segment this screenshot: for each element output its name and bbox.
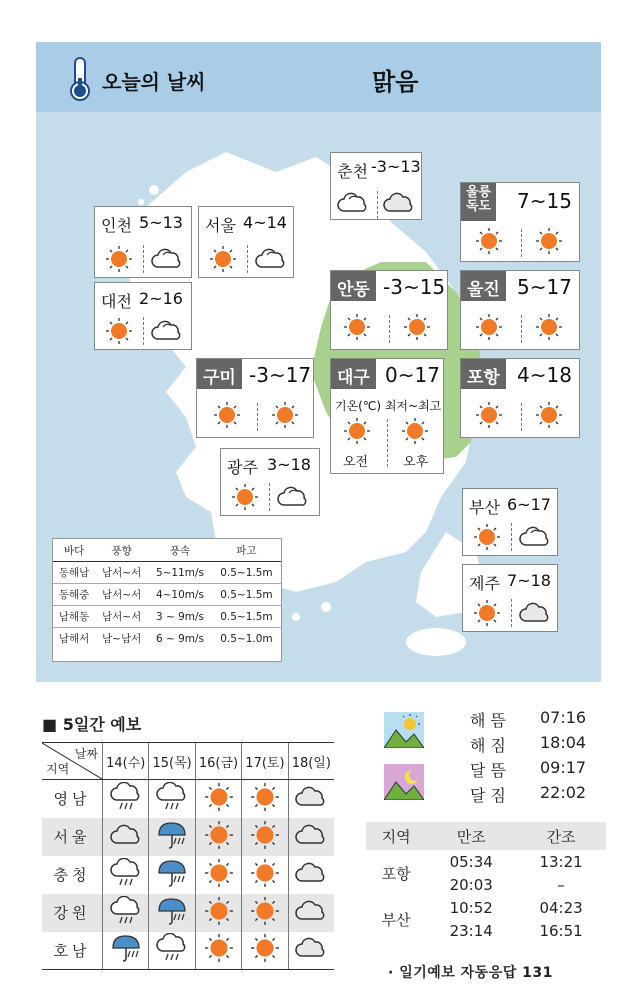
region-label: 충청 — [53, 866, 91, 884]
sun-icon — [250, 933, 280, 967]
sea-header: 풍속 — [148, 539, 212, 562]
separator — [511, 523, 512, 551]
city-temp: 5~13 — [139, 213, 183, 232]
tide-low: 13:21 — [539, 852, 583, 871]
sea-cell: 남해동 — [53, 606, 95, 628]
am-label: 오전 — [343, 455, 369, 470]
cloud-shower-icon — [155, 857, 189, 893]
forecast-cell — [149, 932, 195, 970]
city-name: 대전 — [101, 292, 132, 311]
sun-icon — [204, 933, 234, 967]
city-tag: 안동 — [331, 271, 376, 301]
sun-icon — [250, 782, 280, 816]
forecast-cell — [242, 932, 288, 970]
city-name: 서울 — [205, 216, 236, 235]
sun-icon — [475, 401, 503, 429]
forecast-cell — [195, 894, 241, 932]
temp-legend: 기온(℃) 최저~최고 — [335, 399, 442, 413]
forecast-cell — [288, 932, 334, 970]
cloud-rain-icon — [110, 858, 142, 892]
table-row — [53, 562, 281, 584]
forecast-cell — [288, 856, 334, 894]
table-row — [53, 584, 281, 606]
city-card-gwangju — [220, 448, 320, 516]
day-header: 15(목) — [149, 743, 195, 780]
city-tag: 대구 — [331, 359, 376, 389]
separator — [521, 315, 522, 343]
city-tag: 울진 — [461, 271, 506, 301]
sea-cell: 남서~서 — [95, 584, 148, 606]
cloud-rain-icon — [110, 782, 142, 816]
forecast-cell — [149, 894, 195, 932]
city-card-gumi — [196, 358, 314, 438]
tide-low: 04:23 — [539, 898, 583, 917]
moonset-label: 달 짐 — [470, 786, 506, 805]
sun-icon — [250, 858, 280, 892]
city-card-ulleung — [460, 182, 580, 262]
city-temp: -3~13 — [371, 157, 421, 176]
sea-header: 풍향 — [95, 539, 148, 562]
city-card-andong — [330, 270, 448, 350]
sea-header: 파고 — [212, 539, 281, 562]
sun-icon — [204, 858, 234, 892]
cloud-shower-icon — [155, 819, 189, 855]
separator — [521, 403, 522, 431]
cloud-rain-icon — [156, 933, 188, 967]
forecast-cell — [242, 780, 288, 818]
separator — [143, 317, 144, 345]
corner-bottom-label: 지역 — [46, 762, 70, 776]
forecast-cell — [149, 780, 195, 818]
forecast-cell — [242, 856, 288, 894]
tide-region: 부산 — [381, 910, 411, 929]
separator — [143, 245, 144, 273]
cloud-icon — [110, 823, 142, 851]
sun-icon — [401, 417, 429, 445]
today-weather-panel — [36, 42, 601, 682]
city-tag — [461, 183, 496, 221]
forecast-header-row — [42, 743, 334, 780]
cloud-icon — [295, 861, 327, 889]
tide-high: 10:52 — [449, 898, 493, 917]
sea-cell: 6 ~ 9m/s — [155, 632, 205, 645]
sea-cell: 남서~서 — [95, 562, 148, 584]
cloud-rain-icon — [156, 782, 188, 816]
city-tag-line: 울릉 — [466, 185, 492, 200]
sun-icon — [271, 401, 299, 429]
day-header: 18(일) — [288, 743, 334, 780]
forecast-title: ■ 5일간 예보 — [42, 715, 142, 734]
forecast-cell — [103, 818, 149, 856]
cloud-partly-icon — [255, 247, 287, 271]
cloud-shower-icon — [155, 895, 189, 931]
sun-icon — [250, 896, 280, 930]
forecast-row — [42, 894, 334, 932]
sun-icon — [475, 227, 503, 255]
forecast-row — [42, 856, 334, 894]
forecast-cell — [103, 894, 149, 932]
pm-label: 오후 — [403, 455, 429, 470]
city-card-incheon — [94, 206, 192, 278]
sun-icon — [403, 313, 431, 341]
cloud-icon — [295, 785, 327, 813]
day-header: 17(토) — [242, 743, 288, 780]
city-card-uljin — [460, 270, 580, 350]
sun-icon — [473, 523, 501, 551]
forecast-table — [42, 742, 334, 970]
sea-cell: 0.5~1.0m — [220, 632, 273, 645]
day-header: 16(금) — [195, 743, 241, 780]
day-header: 14(수) — [103, 743, 149, 780]
moonrise-time: 09:17 — [540, 758, 587, 777]
sun-icon — [231, 483, 259, 511]
sun-icon — [105, 317, 133, 345]
forecast-cell — [242, 894, 288, 932]
tide-high: 23:14 — [449, 921, 493, 940]
cloud-icon — [519, 601, 551, 625]
sun-icon — [535, 401, 563, 429]
corner-header — [42, 743, 103, 780]
cloud-icon — [295, 936, 327, 964]
city-name: 인천 — [101, 216, 132, 235]
cloud-partly-icon — [519, 525, 551, 549]
phone-info: · 일기예보 자동응답 131 — [388, 965, 553, 981]
tide-header: 지역 — [366, 822, 426, 850]
cloud-partly-icon — [277, 485, 309, 509]
city-temp: 2~16 — [139, 289, 183, 308]
moonset-time: 22:02 — [540, 783, 587, 802]
sea-cell: 남해서 — [58, 633, 90, 645]
forecast-cell — [103, 780, 149, 818]
forecast-row — [42, 818, 334, 856]
city-temp: 3~18 — [267, 455, 311, 474]
forecast-cell — [288, 818, 334, 856]
sea-cell: 0.5~1.5m — [212, 584, 281, 606]
sun-icon — [204, 896, 234, 930]
city-temp: 6~17 — [507, 495, 551, 514]
table-row — [366, 850, 606, 873]
sea-conditions-table — [52, 538, 282, 662]
tide-high: 05:34 — [449, 852, 493, 871]
cloud-icon — [295, 823, 327, 851]
cloud-rain-icon — [110, 896, 142, 930]
separator — [257, 403, 258, 431]
city-tag-line: 독도 — [466, 199, 492, 214]
sea-cell: 0.5~1.5m — [212, 562, 281, 584]
city-temp: 4~14 — [243, 213, 287, 232]
sun-icon — [250, 820, 280, 854]
separator — [387, 419, 388, 467]
sun-icon — [209, 245, 237, 273]
city-temp: 7~18 — [507, 571, 551, 590]
tide-high: 20:03 — [449, 875, 493, 894]
tide-low: – — [557, 875, 565, 894]
table-row — [366, 896, 606, 919]
city-name: 제주 — [469, 574, 500, 593]
sun-icon — [473, 599, 501, 627]
sea-cell: 남서~서 — [95, 606, 148, 628]
city-tag: 구미 — [197, 359, 242, 389]
region-label: 영남 — [53, 790, 91, 809]
city-card-busan — [462, 488, 558, 556]
region-label: 강원 — [42, 894, 103, 932]
cloud-icon — [295, 899, 327, 927]
sunrise-label: 해 뜸 — [470, 711, 506, 730]
sun-icon — [105, 245, 133, 273]
sunrise-time: 07:16 — [540, 708, 587, 727]
forecast-cell — [195, 818, 241, 856]
corner-top-label: 날짜 — [74, 747, 98, 761]
forecast-cell — [195, 856, 241, 894]
city-card-daejeon — [94, 282, 192, 350]
table-row — [53, 628, 281, 650]
cloud-icon — [383, 191, 415, 215]
tide-region: 포항 — [381, 864, 411, 883]
separator — [377, 191, 378, 219]
forecast-cell — [288, 894, 334, 932]
tide-header: 간조 — [516, 822, 606, 850]
tide-header: 만조 — [426, 822, 516, 850]
city-card-daegu — [330, 358, 444, 474]
sun-icon — [204, 820, 234, 854]
header-label: 오늘의 날씨 — [102, 70, 206, 94]
city-temp: 5~17 — [517, 275, 572, 299]
separator — [247, 245, 248, 273]
cloud-partly-icon — [337, 191, 369, 215]
separator — [269, 483, 270, 511]
city-name: 부산 — [469, 498, 500, 517]
sea-header: 바다 — [53, 539, 95, 562]
city-card-jeju — [462, 564, 558, 632]
forecast-cell — [103, 932, 149, 970]
city-card-seoul — [198, 206, 294, 278]
today-condition: 맑음 — [372, 68, 419, 96]
sea-cell: 동해중 — [53, 584, 95, 606]
forecast-cell — [103, 856, 149, 894]
sea-cell: 남~남서 — [102, 633, 142, 645]
thermometer-icon — [66, 56, 94, 102]
sea-cell: 0.5~1.5m — [212, 606, 281, 628]
city-temp: -3~17 — [249, 363, 312, 387]
forecast-cell — [195, 932, 241, 970]
today-header — [36, 42, 601, 112]
sunset-time: 18:04 — [540, 733, 587, 752]
tide-low: 16:51 — [539, 921, 583, 940]
forecast-cell — [288, 780, 334, 818]
sea-cell: 5~11m/s — [148, 562, 212, 584]
sun-icon — [343, 313, 371, 341]
region-label: 서울 — [42, 818, 103, 856]
forecast-row — [42, 780, 334, 818]
sun-icon — [343, 417, 371, 445]
sea-cell: 4~10m/s — [148, 584, 212, 606]
sun-icon — [535, 313, 563, 341]
sun-icon — [204, 782, 234, 816]
tide-table — [366, 822, 606, 942]
city-temp: 7~15 — [517, 189, 572, 213]
forecast-row — [42, 932, 334, 970]
region-label: 호남 — [42, 932, 103, 970]
city-name: 춘천 — [337, 162, 368, 181]
moonrise-label: 달 뜸 — [470, 761, 506, 780]
separator — [389, 315, 390, 343]
sun-icon — [475, 313, 503, 341]
cloud-partly-icon — [151, 319, 183, 343]
sea-cell: 3 ~ 9m/s — [148, 606, 212, 628]
cloud-shower-icon — [109, 932, 143, 968]
table-row — [53, 606, 281, 628]
forecast-cell — [242, 818, 288, 856]
cloud-partly-icon — [151, 247, 183, 271]
separator — [511, 599, 512, 627]
sun-icon — [535, 227, 563, 255]
city-tag: 포항 — [461, 359, 506, 389]
separator — [521, 229, 522, 257]
city-temp: 0~17 — [385, 363, 440, 387]
city-temp: -3~15 — [383, 275, 446, 299]
sunset-label: 해 짐 — [470, 736, 506, 755]
sun-icon — [213, 401, 241, 429]
sea-cell: 동해남 — [53, 562, 95, 584]
forecast-cell — [149, 856, 195, 894]
forecast-cell — [149, 818, 195, 856]
sunrise-mountain-icon — [384, 712, 424, 748]
city-name: 광주 — [227, 458, 258, 477]
city-card-chuncheon — [330, 152, 422, 220]
moonrise-mountain-icon — [384, 764, 424, 800]
city-card-pohang — [460, 358, 580, 438]
city-temp: 4~18 — [517, 363, 572, 387]
forecast-cell — [195, 780, 241, 818]
